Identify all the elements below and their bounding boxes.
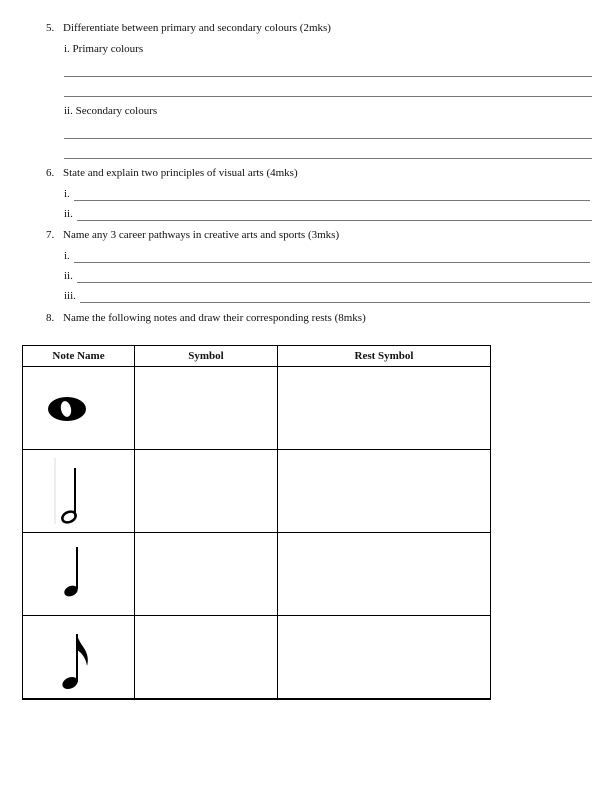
question-number: 5. (46, 22, 55, 34)
answer-item-label: ii. (64, 270, 73, 282)
answer-item-label: ii. (64, 208, 73, 220)
eighth-note-icon (47, 620, 97, 692)
table-row (23, 450, 491, 533)
rest-symbol-cell[interactable] (278, 533, 491, 616)
answer-line[interactable] (64, 76, 592, 77)
primary-colours-label: i. Primary colours (64, 43, 144, 55)
answer-line[interactable] (77, 282, 592, 283)
question-text: Name the following notes and draw their corresponding rests (8mks) (63, 312, 366, 324)
symbol-cell[interactable] (135, 367, 278, 450)
question-text: Name any 3 career pathways in creative arts and sports (3mks) (63, 229, 340, 241)
column-header-note-name: Note Name (23, 346, 135, 367)
answer-line[interactable] (64, 96, 592, 97)
answer-line[interactable] (74, 200, 590, 201)
answer-item-label: i. (64, 250, 70, 262)
answer-line[interactable] (64, 138, 592, 139)
table-header-row (23, 346, 491, 367)
column-header-rest-symbol: Rest Symbol (278, 346, 491, 367)
answer-item-label: iii. (64, 290, 76, 302)
table-row (23, 616, 491, 700)
note-name-cell[interactable] (23, 533, 135, 616)
notes-table (22, 345, 491, 700)
answer-line[interactable] (77, 220, 592, 221)
question-text: Differentiate between primary and secondary colours (2mks) (63, 22, 331, 34)
rest-symbol-cell[interactable] (278, 616, 491, 700)
table-row (23, 533, 491, 616)
symbol-cell[interactable] (135, 533, 278, 616)
column-header-symbol: Symbol (135, 346, 278, 367)
quarter-note-icon (47, 537, 97, 609)
answer-line[interactable] (80, 302, 590, 303)
answer-line[interactable] (64, 158, 592, 159)
question-number: 8. (46, 312, 55, 324)
whole-note-icon (47, 375, 97, 441)
answer-line[interactable] (74, 262, 590, 263)
answer-item-label: i. (64, 188, 70, 200)
rest-symbol-cell[interactable] (278, 367, 491, 450)
note-name-cell[interactable] (23, 367, 135, 450)
table-row (23, 367, 491, 450)
question-number: 7. (46, 229, 55, 241)
secondary-colours-label: ii. Secondary colours (64, 105, 158, 117)
question-text: State and explain two principles of visual arts (4mks) (63, 167, 298, 179)
question-number: 6. (46, 167, 55, 179)
rest-symbol-cell[interactable] (278, 450, 491, 533)
note-name-cell[interactable] (23, 450, 135, 533)
note-name-cell[interactable] (23, 616, 135, 700)
symbol-cell[interactable] (135, 450, 278, 533)
symbol-cell[interactable] (135, 616, 278, 700)
half-note-icon (47, 454, 97, 526)
